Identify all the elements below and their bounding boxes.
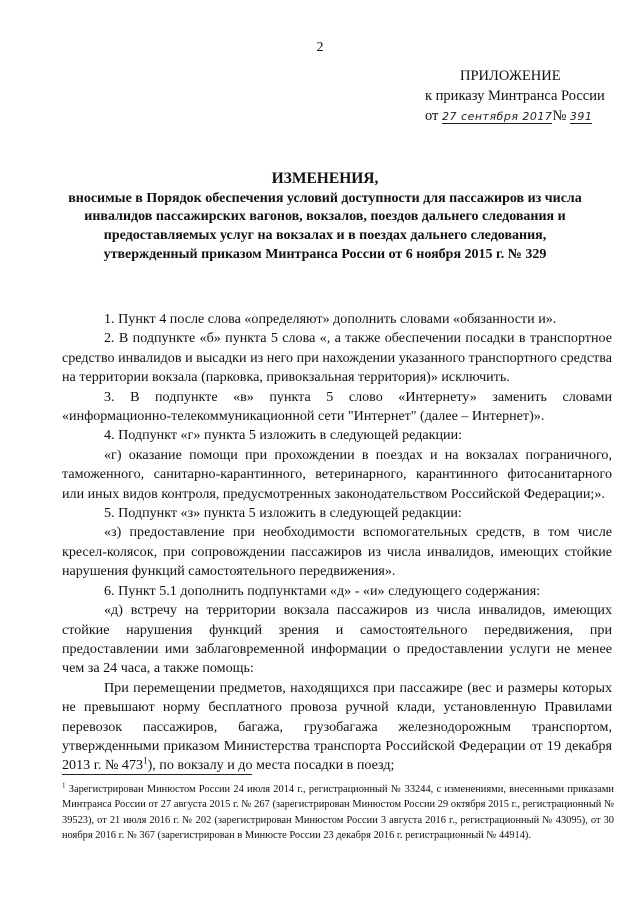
paragraph-2: 2. В подпункте «б» пункта 5 слова «, а также обеспечении посадки в транспортное средство инвалидов и высадки из него при нахождении указанного транспортного средства на территории вокзала (парковка, привокзальная территория)» исключить. [62, 330, 612, 386]
footnote-text-block [62, 782, 614, 843]
date-prefix: от [425, 108, 439, 124]
page-number: 2 [316, 40, 324, 55]
document-body [62, 310, 612, 776]
paragraph-6: 6. Пункт 5.1 дополнить подпунктами «д» - «и» следующего содержания: [104, 582, 541, 599]
paragraph-luggage-text: При перемещении предметов, находящихся при пассажире (вес и размеры которых не превышают норму бесплатного провоза ручной клади, установленную Правилами перевозок пассажиров, багажа, грузобагажа железнодорожным транспортом, утвержденными приказом Министерства транспорта Российской Федерации от 19 декабря 2013 г. № 473 [62, 679, 612, 774]
paragraph-6-text-d: «д) встречу на территории вокзала пассажиров из числа инвалидов, имеющих стойкие нарушения функций зрения и самостоятельного передвижения, при предоставлении ими заблаговременной информации о предоставлении услуги не менее чем за 24 часа, а также помощь: [62, 602, 612, 677]
heading-title: ИЗМЕНЕНИЯ, [271, 170, 379, 187]
paragraph-3: 3. В подпункте «в» пункта 5 слово «Интернету» заменить словами «информационно-телекоммуникационной сети "Интернет" (далее – Интернет)». [62, 388, 612, 425]
appendix-date-line [425, 106, 625, 127]
footnote-reference: 1 [143, 755, 148, 766]
paragraph-4-text: «г) оказание помощи при прохождении в поездах и на вокзалах пограничного, таможенного, санитарно-карантинного, ветеринарного, карантинного фитосанитарного или иных видов контроля, предусмотренных законодательством Российской Федерации;». [62, 446, 612, 502]
footnote-text: Зарегистрирован Минюстом России 24 июля 2014 г., регистрационный № 33244, с изменениями, внесенными приказами Минтранса России от 27 августа 2015 г. № 267 (зарегистрирован Минюстом России 29 октября 2015 г., регистрационный № 39523), от 21 июля 2016 г. № 202 (зарегистрирован Минюстом России 3 августа 2016 г., регистрационный № 43095), от 30 ноября 2016 г. № 367 (зарегистрирован в Минюсте России 23 декабря 2016 г. регистрационный № 44914). [62, 784, 614, 841]
paragraph-luggage [62, 679, 612, 776]
document-heading [60, 170, 590, 265]
paragraph-5: 5. Подпункт «з» пункта 5 изложить в следующей редакции: [104, 505, 462, 522]
appendix-order-reference: к приказу Минтранса России [425, 88, 605, 104]
heading-subtitle: вносимые в Порядок обеспечения условий доступности для пассажиров из числа инвалидов пассажирских вагонов, вокзалов, поездов дальнего следования и предоставляемых услуг на вокзалах и в поездах дальнего следования, утвержденный приказом Минтранса России от 6 ноября 2015 г. № 329 [68, 190, 582, 262]
footnote-marker: 1 [62, 781, 66, 790]
paragraph-5-text: «з) предоставление при необходимости вспомогательных средств, в том числе кресел-колясок, при сопровождении пассажиров из числа инвалидов, имеющих стойкие нарушения функций самостоятельного передвижения». [62, 524, 612, 580]
paragraph-luggage-end: ), по вокзалу и до места посадки в поезд; [147, 757, 395, 774]
handwritten-order-number: 391 [569, 110, 593, 123]
footnote-separator [62, 774, 252, 775]
paragraph-4: 4. Подпункт «г» пункта 5 изложить в следующей редакции: [104, 427, 463, 444]
appendix-title: ПРИЛОЖЕНИЕ [460, 68, 561, 84]
footnote [62, 782, 614, 843]
paragraph-1: 1. Пункт 4 после слова «определяют» дополнить словами «обязанности и». [104, 311, 557, 327]
handwritten-date: 27 сентября 2017 [442, 110, 553, 123]
number-sign: № [552, 108, 567, 124]
appendix-block [425, 66, 625, 127]
